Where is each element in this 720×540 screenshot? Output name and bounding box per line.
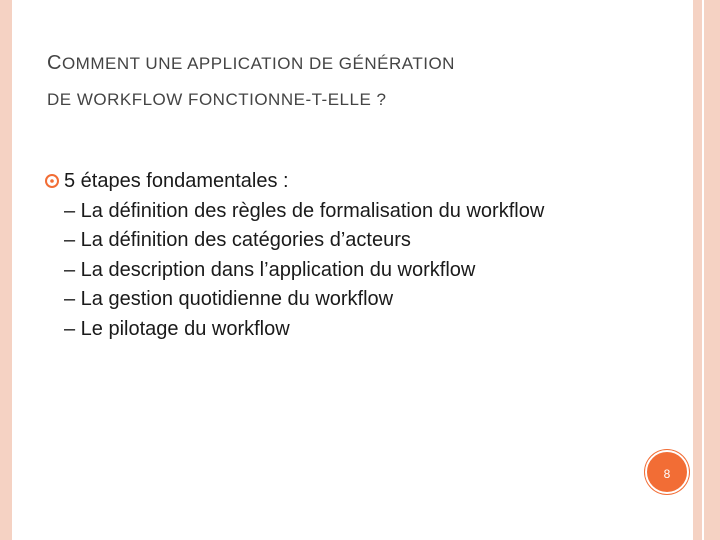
circle-bullet-icon xyxy=(44,173,60,189)
page-number-badge: 8 xyxy=(645,450,689,494)
right-decorative-border xyxy=(693,0,720,540)
bullet-intro: 5 étapes fondamentales : xyxy=(64,170,289,192)
step-item: – La description dans l’application du workflow xyxy=(64,258,476,281)
title-first-letter: C xyxy=(47,52,62,74)
slide-title xyxy=(47,45,667,118)
title-line1: OMMENT UNE APPLICATION DE GÉNÉRATION xyxy=(61,54,455,73)
title-line2: DE WORKFLOW FONCTIONNE-T-ELLE ? xyxy=(47,90,387,109)
step-item: – La définition des règles de formalisation du workflow xyxy=(64,199,545,222)
left-decorative-border xyxy=(0,0,12,540)
step-item: – Le pilotage du workflow xyxy=(64,317,290,340)
bullet-content xyxy=(64,167,624,344)
step-item: – La gestion quotidienne du workflow xyxy=(64,288,394,310)
right-border-line xyxy=(702,0,704,540)
step-item: – La définition des catégories d’acteurs xyxy=(64,229,411,251)
